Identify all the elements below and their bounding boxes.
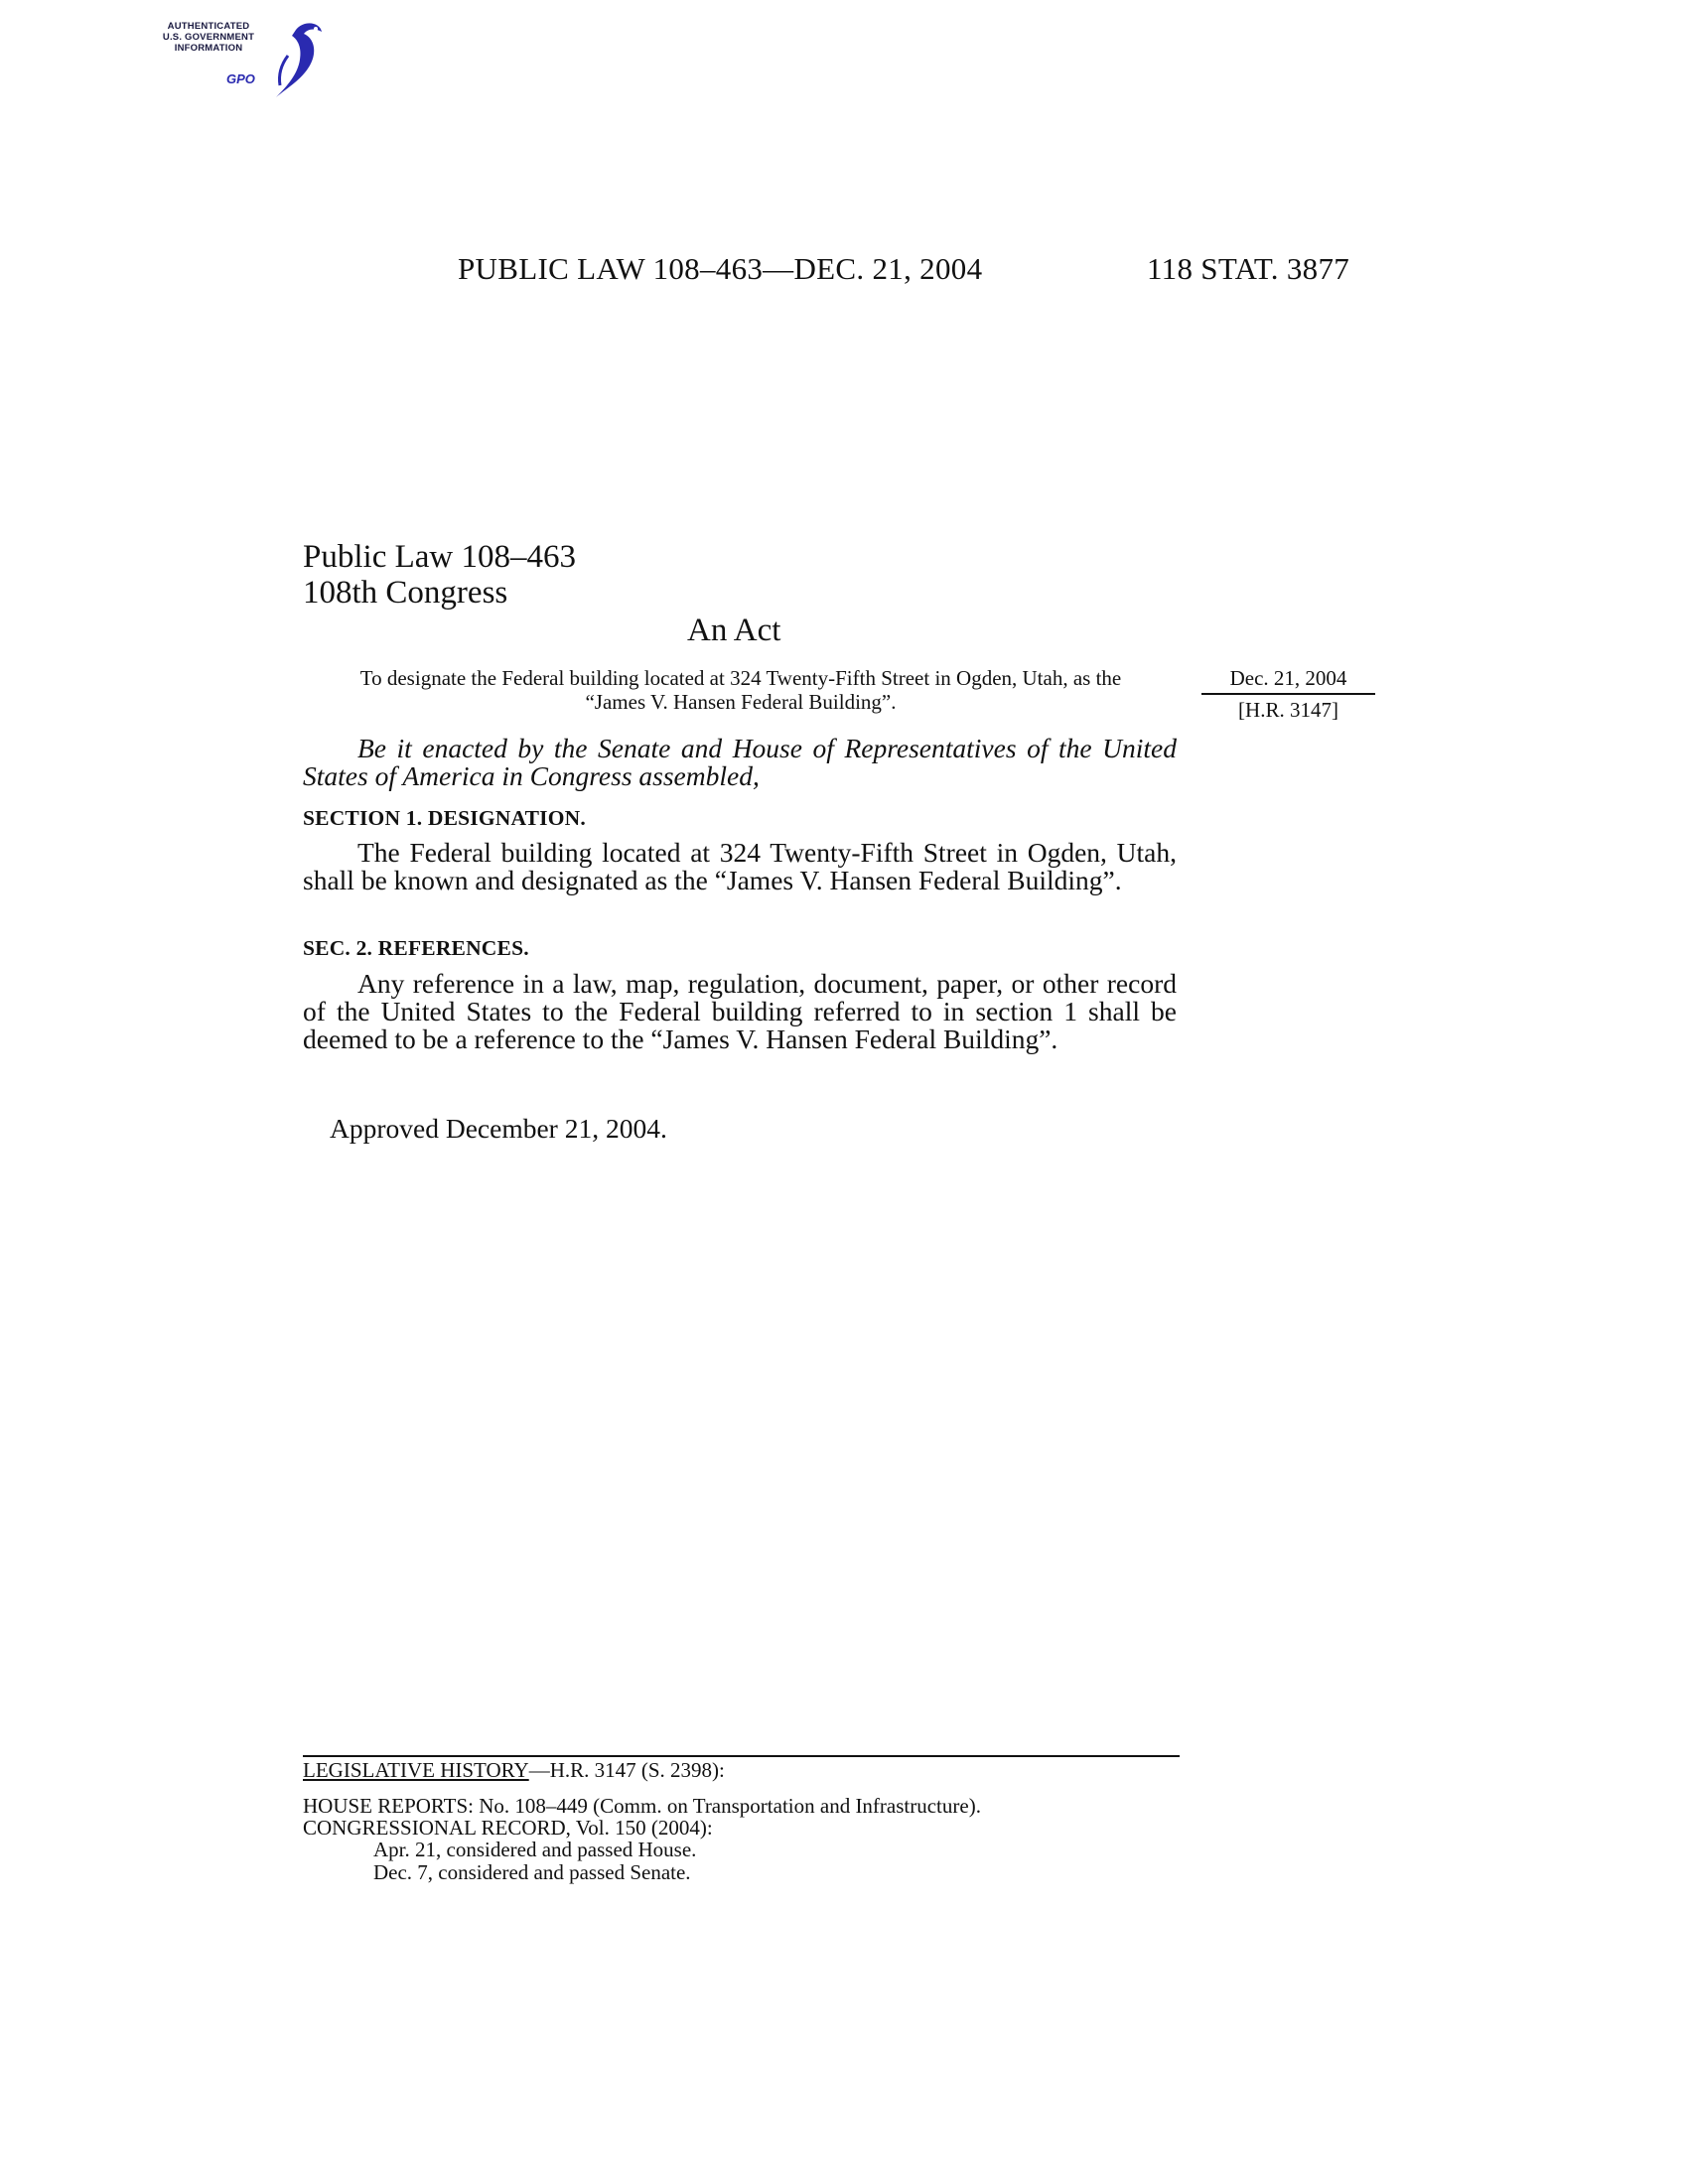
act-heading: An Act [687, 613, 781, 648]
approval-date: Approved December 21, 2004. [330, 1113, 667, 1144]
section-1-text: The Federal building located at 324 Twenty-Fifth Street in Ogden, Utah, shall be known and designated as the “James V. Hansen Federal Building”. [303, 837, 1177, 895]
footnote-rule [303, 1755, 1180, 1757]
congress-number: 108th Congress [303, 575, 508, 611]
legislative-history-label: LEGISLATIVE HISTORY [303, 1758, 529, 1782]
seal-line-1: AUTHENTICATED [167, 21, 250, 32]
public-law-number: Public Law 108–463 [303, 539, 576, 575]
legislative-history-bill: —H.R. 3147 (S. 2398): [528, 1758, 725, 1782]
seal-gpo-mark: GPO [226, 71, 255, 86]
seal-line-3: INFORMATION [174, 43, 243, 54]
seal-line-2: U.S. GOVERNMENT [162, 32, 255, 43]
history-entry: Dec. 7, considered and passed Senate. [373, 1860, 691, 1884]
history-entry: Apr. 21, considered and passed House. [373, 1838, 697, 1861]
section-1-heading: SECTION 1. DESIGNATION. [303, 806, 586, 830]
enacting-clause: Be it enacted by the Senate and House of Representatives of the United States of America in Congress assembled, [303, 733, 1177, 791]
long-title: To designate the Federal building located at 324 Twenty-Fifth Street in Ogden, Utah, as the “James V. Hansen Federal Building”. [359, 666, 1122, 714]
house-reports: HOUSE REPORTS: No. 108–449 (Comm. on Transportation and Infrastructure). [303, 1794, 981, 1818]
section-2-heading: SEC. 2. REFERENCES. [303, 936, 529, 960]
eagle-icon [258, 16, 333, 105]
legislative-history-title [303, 1759, 725, 1781]
margin-date: Dec. 21, 2004 [1201, 666, 1375, 695]
congressional-record: CONGRESSIONAL RECORD, Vol. 150 (2004): [303, 1816, 713, 1840]
running-head-stat: 118 STAT. 3877 [1147, 251, 1350, 286]
margin-bill-number: [H.R. 3147] [1238, 698, 1338, 722]
gpo-seal [139, 10, 338, 99]
section-2-text: Any reference in a law, map, regulation, document, paper, or other record of the United States to the Federal building referred to in section 1 shall be deemed to be a reference to the “James V. Hansen Federal Building”. [303, 968, 1177, 1054]
running-head-law: PUBLIC LAW 108–463—DEC. 21, 2004 [458, 251, 983, 286]
